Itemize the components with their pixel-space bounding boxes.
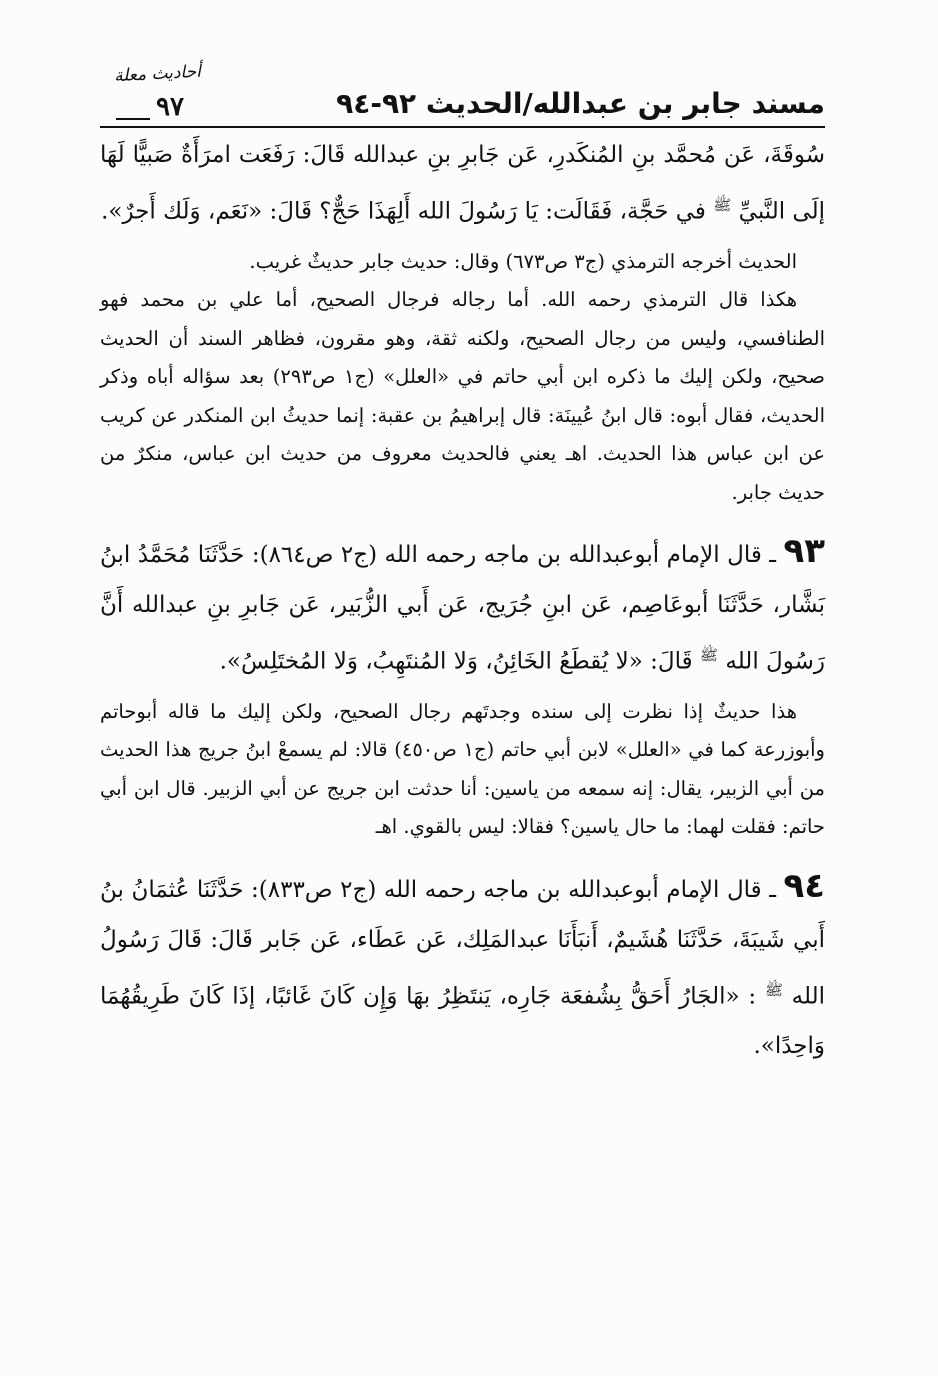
- hadith-number: ٩٤: [783, 865, 826, 906]
- hadith-text: في حَجَّة، فَقَالَت: يَا رَسُولَ الله أَلِهَذَا حَجٌّ؟ قَالَ: «نَعَم، وَلَك أَجرٌ».: [101, 198, 706, 225]
- page-header: [100, 60, 825, 128]
- page-number: ٩٧: [156, 92, 184, 122]
- hadith-text: سُوقَةَ، عَن مُحمَّد بنِ المُنكَدرِ، عَن جَابرِ بنِ عبدالله قَالَ: رَفَعَت امرَأَةٌ صَبيًّا لَهَا إلَى النَّبيِّ: [100, 142, 825, 225]
- salawat-seal: ﷺ: [713, 196, 732, 214]
- hadith-93: [100, 526, 825, 687]
- hadith-text: قَالَ: «لا يُقطَعُ الخَائِنُ، وَلا المُنتَهِبُ، وَلا المُختَلِسُ».: [219, 648, 693, 675]
- commentary-92-analysis: هكذا قال الترمذي رحمه الله. أما رجاله فرجال الصحيح، أما علي بن محمد فهو الطنافسي، وليس من رجال الصحيح، ولكنه ثقة، وهو مقرون، فظاهر السند أن الحديث صحيح، ولكن إليك ما ذكره ابن أبي حاتم في «العلل» (ج١ ص٢٩٣) بعد سؤاله أباه وذكر الحديث، فقال أبوه: قال ابنُ عُيينَة: قال إبراهيمُ بن عقبة: إنما حديثُ ابن المنكدر عن كريب عن ابن عباس هذا الحديث. اهـ يعني فالحديث معروف من حديث ابن عباس، منكرٌ من حديث جابر.: [100, 288, 825, 504]
- hadith-92-continuation: [100, 130, 825, 237]
- commentary-93: هذا حديثٌ إذا نظرت إلى سنده وجدتَهم رجال الصحيح، ولكن إليك ما قاله أبوحاتم وأبوزرعة كما في «العلل» لابن أبي حاتم (ج١ ص٤٥٠) قالا: لم يسمعْ ابنُ جريج هذا الحديث من أبي الزبير، يقال: إنه سمعه من ياسين: أنا حدثت ابن جريج عن أبي الزبير. قال ابن أبي حاتم: فقلت لهما: ما حال ياسين؟ فقالا: ليس بالقوي. اهـ: [100, 699, 825, 839]
- commentary-92-takhrij: الحديث أخرجه الترمذي (ج٣ ص٦٧٣) وقال: حديث جابر حديثٌ غريب.: [249, 249, 797, 273]
- hadith-text: : «الجَارُ أَحَقُّ بِشُفعَة جَارِه، يَنتَظِرُ بهَا وَإِن كَانَ غَائبًا، إذَا كَانَ طَرِيقُهُمَا وَاحِدًا».: [100, 983, 825, 1060]
- salawat-seal: ﷺ: [699, 646, 719, 665]
- salawat-seal: ﷺ: [764, 980, 783, 999]
- hadith-text: ـ قال الإمام أبوعبدالله بن ماجه رحمه الله (ج٢ ص٨٣٣): حَدَّثَنَا عُثمَانُ بنُ أَبي شَيبَةَ، حَدَّثَنَا هُشَيمٌ، أَنبَأَنَا عبدالمَلِك، عَن عَطَاء، عَن جَابر قَالَ: قَالَ رَسُولُ الله: [100, 876, 825, 1010]
- hadith-text: ـ قال الإمام أبوعبدالله بن ماجه رحمه الله (ج٢ ص٨٦٤): حَدَّثَنَا مُحَمَّدُ ابنُ بَشَّار، حَدَّثَنَا أبوعَاصِم، عَن ابنِ جُرَيج، عَن أَبي الزُّبَير، عَن جَابرِ بنِ عبدالله أَنَّ رَسُولَ الله: [100, 542, 825, 675]
- running-title: مسند جابر بن عبدالله/الحديث ٩٢-٩٤: [336, 87, 825, 120]
- hadith-number: ٩٣: [783, 531, 826, 572]
- book-page: [100, 60, 825, 1071]
- hadith-94: [100, 861, 825, 1072]
- page-number-underline: [116, 118, 150, 128]
- handwritten-annotation: أحاديث معلة: [113, 61, 202, 87]
